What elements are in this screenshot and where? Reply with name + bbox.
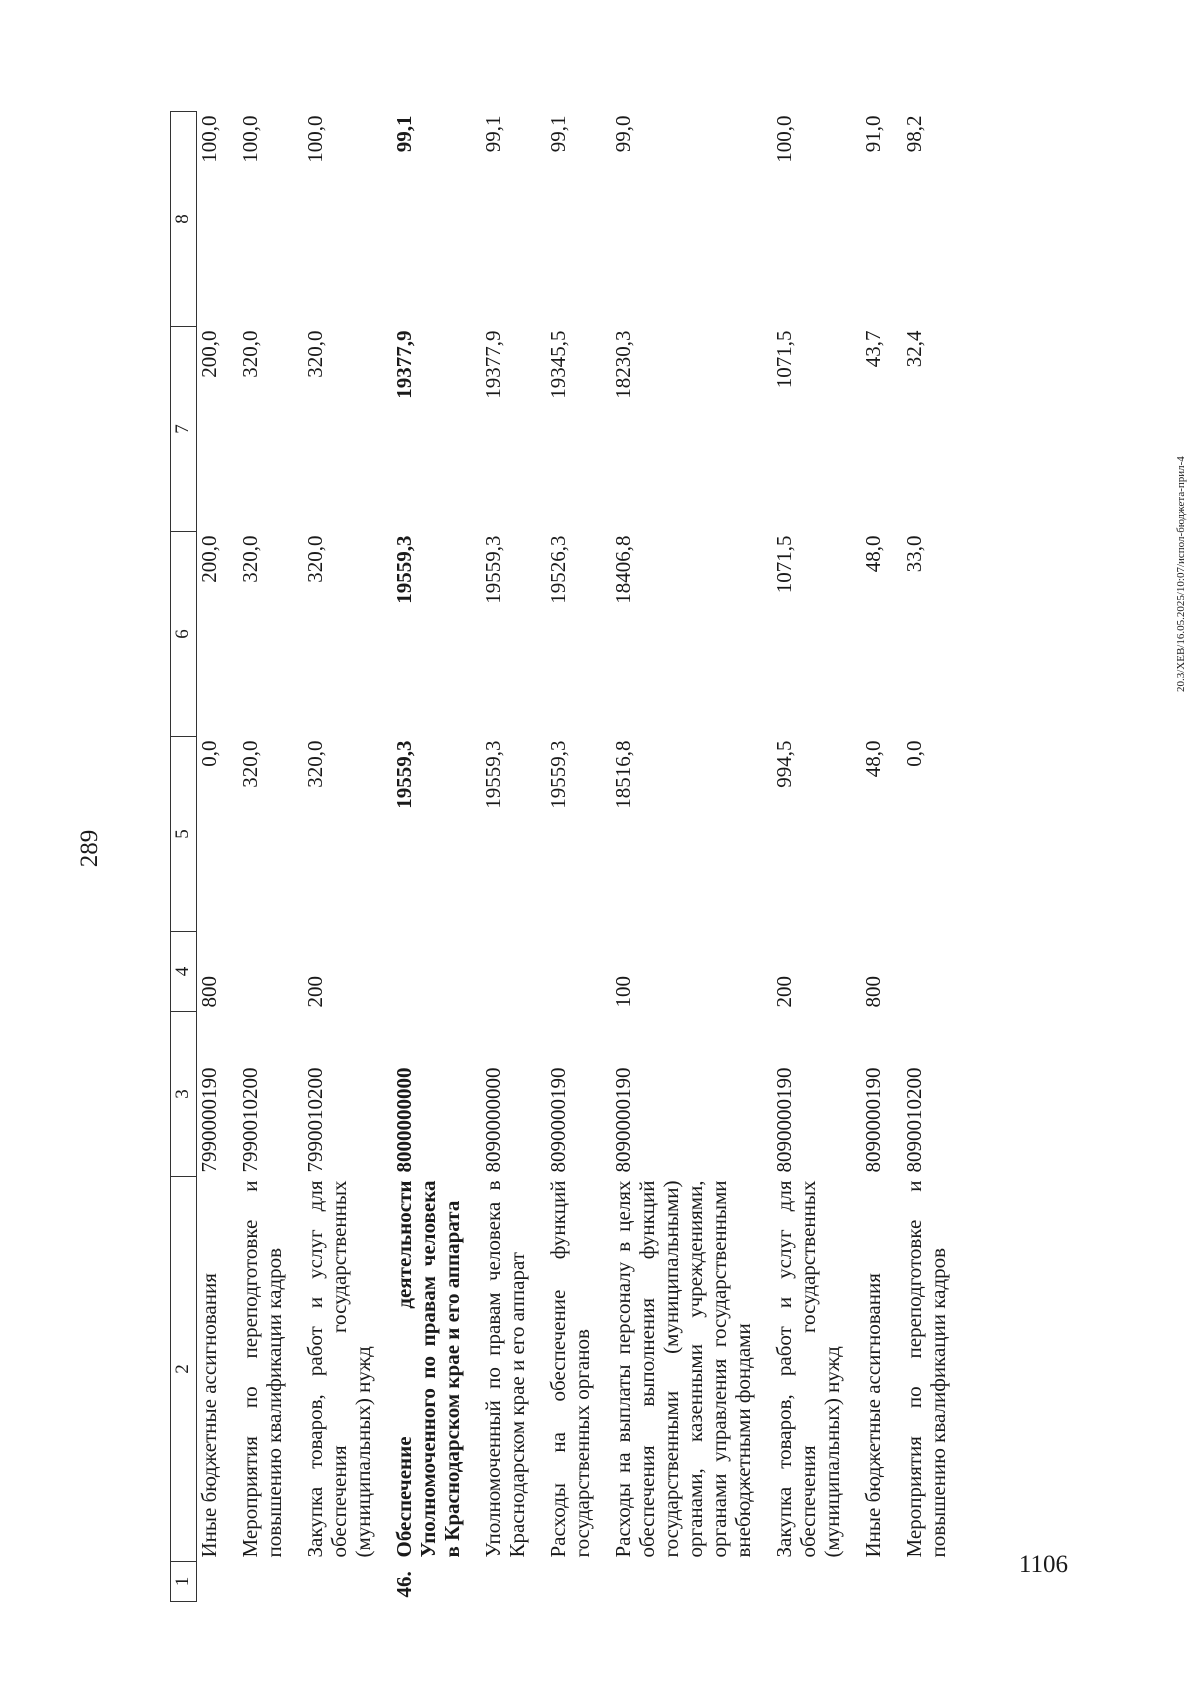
percent-col-8: 99,1	[392, 115, 416, 153]
expense-type-code: 200	[772, 976, 796, 1008]
column-header: 4	[171, 932, 197, 1012]
value-col-5: 19559,3	[546, 740, 570, 809]
table-row	[238, 112, 303, 1602]
table-row	[197, 112, 239, 1602]
value-col-7: 19377,9	[481, 330, 505, 399]
value-col-5: 994,5	[772, 740, 796, 788]
target-item-code: 7990010200	[238, 1067, 262, 1173]
target-item-code: 8090000190	[772, 1067, 796, 1173]
expense-name: Уполномоченный по правам человека в Краснодарском крае и его аппарат	[481, 1180, 529, 1558]
expense-name: Мероприятия по переподготовке и повышению квалификации кадров	[902, 1180, 950, 1558]
value-col-7: 200,0	[197, 330, 221, 378]
table-row	[861, 112, 902, 1602]
value-col-5: 320,0	[238, 740, 262, 788]
percent-col-8: 100,0	[238, 115, 262, 163]
value-col-6: 33,0	[902, 535, 926, 573]
table-row	[611, 112, 772, 1602]
value-col-5: 0,0	[902, 740, 926, 767]
value-col-6: 200,0	[197, 535, 221, 583]
row-index	[197, 1562, 239, 1602]
row-index	[481, 1562, 546, 1602]
row-index	[303, 1562, 392, 1602]
table-row	[392, 112, 481, 1602]
value-col-5: 18516,8	[611, 740, 635, 809]
percent-col-8: 98,2	[902, 115, 926, 153]
row-index	[546, 1562, 611, 1602]
column-header: 7	[171, 327, 197, 532]
expense-type-code	[546, 932, 611, 1012]
expense-name: Иные бюджетные ассигнования	[861, 1273, 885, 1558]
expense-type-code	[392, 932, 481, 1012]
document-footer-code: 20.3/ХЕВ/16.05.2025/10:07/испол-бюджета-прил-4	[1175, 456, 1187, 692]
value-col-6: 1071,5	[772, 535, 796, 594]
value-col-5: 48,0	[861, 740, 885, 778]
percent-col-8: 99,0	[611, 115, 635, 153]
expense-name: Обеспечение деятельности Уполномоченного по правам человека в Краснодарском крае и его аппарата	[392, 1180, 464, 1558]
value-col-5: 19559,3	[392, 740, 416, 809]
value-col-7: 32,4	[902, 330, 926, 368]
value-col-7: 43,7	[861, 330, 885, 368]
value-col-5: 0,0	[197, 740, 221, 767]
expense-type-code: 200	[303, 976, 327, 1008]
column-number-header-row	[171, 112, 197, 1602]
value-col-6: 19526,3	[546, 535, 570, 604]
column-header: 5	[171, 737, 197, 932]
row-index	[238, 1562, 303, 1602]
percent-col-8: 99,1	[481, 115, 505, 153]
value-col-7: 19345,5	[546, 330, 570, 399]
table-row	[303, 112, 392, 1602]
column-header: 3	[171, 1012, 197, 1177]
expense-type-code: 800	[861, 976, 885, 1008]
value-col-6: 18406,8	[611, 535, 635, 604]
expense-name: Расходы на обеспечение функций государственных органов	[546, 1180, 594, 1558]
target-item-code: 7990010200	[303, 1067, 327, 1173]
expense-type-code	[238, 932, 303, 1012]
value-col-6: 320,0	[303, 535, 327, 583]
expense-name: Расходы на выплаты персоналу в целях обеспечения выполнения функций государственными (муниципальными) органами, казенными учреждениями, органами управления государственными внебюджетными фондами	[611, 1180, 755, 1558]
expense-type-code	[481, 932, 546, 1012]
sheet-number: 1106	[1018, 1551, 1068, 1578]
value-col-7: 18230,3	[611, 330, 635, 399]
value-col-6: 320,0	[238, 535, 262, 583]
row-index: 46.	[392, 1571, 416, 1598]
value-col-7: 19377,9	[392, 330, 416, 399]
column-header: 2	[171, 1177, 197, 1562]
value-col-7: 1071,5	[772, 330, 796, 389]
row-index	[772, 1562, 861, 1602]
target-item-code: 7990000190	[197, 1067, 221, 1173]
expense-type-code: 100	[611, 976, 635, 1008]
row-index	[861, 1562, 902, 1602]
percent-col-8: 99,1	[546, 115, 570, 153]
value-col-6: 19559,3	[481, 535, 505, 604]
value-col-5: 320,0	[303, 740, 327, 788]
column-header: 6	[171, 532, 197, 737]
column-header: 8	[171, 112, 197, 327]
target-item-code: 8090000190	[546, 1067, 570, 1173]
value-col-6: 19559,3	[392, 535, 416, 604]
expense-name: Закупка товаров, работ и услуг для обеспечения государственных (муниципальных) нужд	[772, 1180, 844, 1558]
row-index	[902, 1562, 967, 1602]
percent-col-8: 91,0	[861, 115, 885, 153]
value-col-7: 320,0	[303, 330, 327, 378]
percent-col-8: 100,0	[197, 115, 221, 163]
target-item-code: 8090000190	[861, 1067, 885, 1173]
target-item-code: 8000000000	[392, 1067, 416, 1173]
target-item-code: 8090010200	[902, 1067, 926, 1173]
expense-type-code: 800	[197, 976, 221, 1008]
target-item-code: 8090000000	[481, 1067, 505, 1173]
expense-name: Закупка товаров, работ и услуг для обеспечения государственных (муниципальных) нужд	[303, 1180, 375, 1558]
value-col-5: 19559,3	[481, 740, 505, 809]
expense-type-code	[902, 932, 967, 1012]
budget-execution-table	[170, 111, 967, 1602]
row-index	[611, 1562, 772, 1602]
percent-col-8: 100,0	[772, 115, 796, 163]
table-row	[481, 112, 546, 1602]
expense-name: Иные бюджетные ассигнования	[197, 1273, 221, 1558]
table-row	[772, 112, 861, 1602]
table-row	[546, 112, 611, 1602]
target-item-code: 8090000190	[611, 1067, 635, 1173]
value-col-7: 320,0	[238, 330, 262, 378]
table-row	[902, 112, 967, 1602]
value-col-6: 48,0	[861, 535, 885, 573]
percent-col-8: 100,0	[303, 115, 327, 163]
page-number: 289	[76, 829, 103, 868]
expense-name: Мероприятия по переподготовке и повышению квалификации кадров	[238, 1180, 286, 1558]
column-header: 1	[171, 1562, 197, 1602]
